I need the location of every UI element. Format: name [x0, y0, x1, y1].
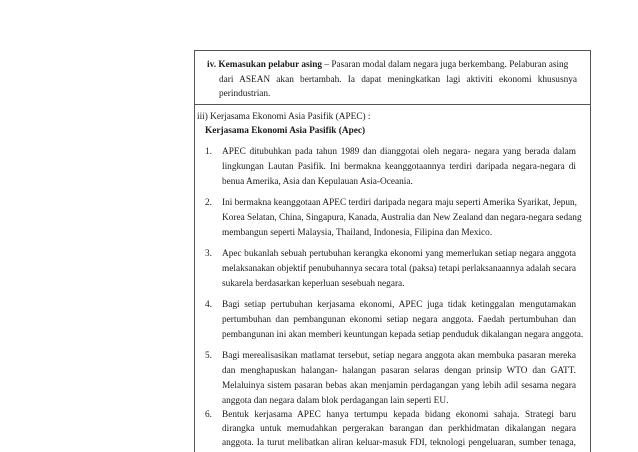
top-item-title: iv. Kemasukan pelabur asing	[207, 60, 323, 70]
list-item-number: 3.	[205, 249, 212, 259]
top-item-line2: dari ASEAN akan bertambah. Ia dapat meningkatkan lagi aktiviti ekonomi khususnya	[219, 75, 577, 85]
list-item-number: 1.	[205, 147, 212, 157]
list-item-line: Bagi setiap pertubuhan kerjasama ekonomi, APEC juga tidak ketinggalan mengutamakan	[222, 300, 576, 310]
table-left-border	[194, 50, 195, 452]
list-item-line: melaksanakan objektif penubuhannya secara total (paksa) tetapi perlaksanaannya adalah secara	[222, 264, 576, 274]
list-item-number: 4.	[205, 300, 212, 310]
list-item-line: anggota dan negara dalam blok perdagangan lain seperti EU.	[222, 396, 449, 406]
list-item-line: anggota. Ia turut melibatkan aliran keluar-masuk FDI, teknologi pengeluaran, sumber tenaga,	[222, 438, 576, 448]
list-item-line: Ini bermakna keanggotaan APEC terdiri daripada negara maju seperti Amerika Syarikat, Jepun,	[222, 198, 577, 208]
section-subheading	[205, 124, 365, 139]
list-item-line: dan menghapuskan halangan- halangan pasaran selaras dengan prinsip WTO dan GATT.	[222, 366, 576, 376]
top-item-line1-rest: – Pasaran modal dalam negara juga berkembang. Pelaburan asing	[322, 60, 569, 70]
list-item-line: pembangunan ini akan memberi keuntungan kepada setiap penduduk dikalangan negara anggota.	[222, 330, 584, 340]
table-row-divider	[194, 104, 591, 105]
list-item-line: Melaluinya sistem pasaran bebas akan menjamin perdagangan yang lebih adil sesama negara	[222, 381, 576, 391]
list-item-line: membangun seperti Malaysia, Thailand, Indonesia, Filipina dan Mexico.	[222, 228, 493, 238]
list-item-number: 2.	[205, 198, 212, 208]
list-item-line: benua Amerika, Asia dan Kepulauan Asia-Oceania.	[222, 177, 413, 187]
top-item-line3: perindustrian.	[219, 89, 271, 99]
list-item-line: Bagi merealisasikan matlamat tersebut, setiap negara anggota akan membuka pasaran mereka	[222, 351, 576, 361]
list-item-number: 6.	[205, 410, 212, 420]
top-item-line1	[207, 58, 577, 73]
list-item-line: sukarela berdasarkan keperluan sesebuah negara.	[222, 279, 405, 289]
list-item-line: pertumbuhan dan pembangunan ekonomi setiap negara anggota. Faedah pertumbuhan dan	[222, 315, 576, 325]
list-item-line: dirangka untuk memudahkan pergerakan barangan dan perkhidmatan dikalangan negara	[222, 424, 576, 434]
section-heading: iii) Kerjasama Ekonomi Asia Pasifik (APEC) :	[197, 112, 371, 122]
list-item-line: lingkungan Lautan Pasifik. Ini bermakna keanggotaannya terdiri daripada negara-negara di	[222, 162, 576, 172]
table-right-border	[590, 50, 591, 452]
list-item-line: Korea Selatan, China, Singapura, Kanada, Australia dan New Zealand dan negara-negara sedang	[222, 213, 582, 223]
list-item-line: APEC ditubuhkan pada tahun 1989 dan dianggotai oleh negara- negara yang berada dalam	[222, 147, 576, 157]
section-subheading-text: Kerjasama Ekonomi Asia Pasifik (Apec)	[205, 126, 366, 136]
list-item-line: Bentuk kerjasama APEC hanya tertumpu kepada bidang ekonomi sahaja. Strategi baru	[222, 410, 576, 420]
list-item-number: 5.	[205, 351, 212, 361]
table-top-border	[194, 50, 591, 51]
list-item-line: Apec bukanlah sebuah pertubuhan kerangka ekonomi yang memerlukan setiap negara anggota	[222, 249, 576, 259]
